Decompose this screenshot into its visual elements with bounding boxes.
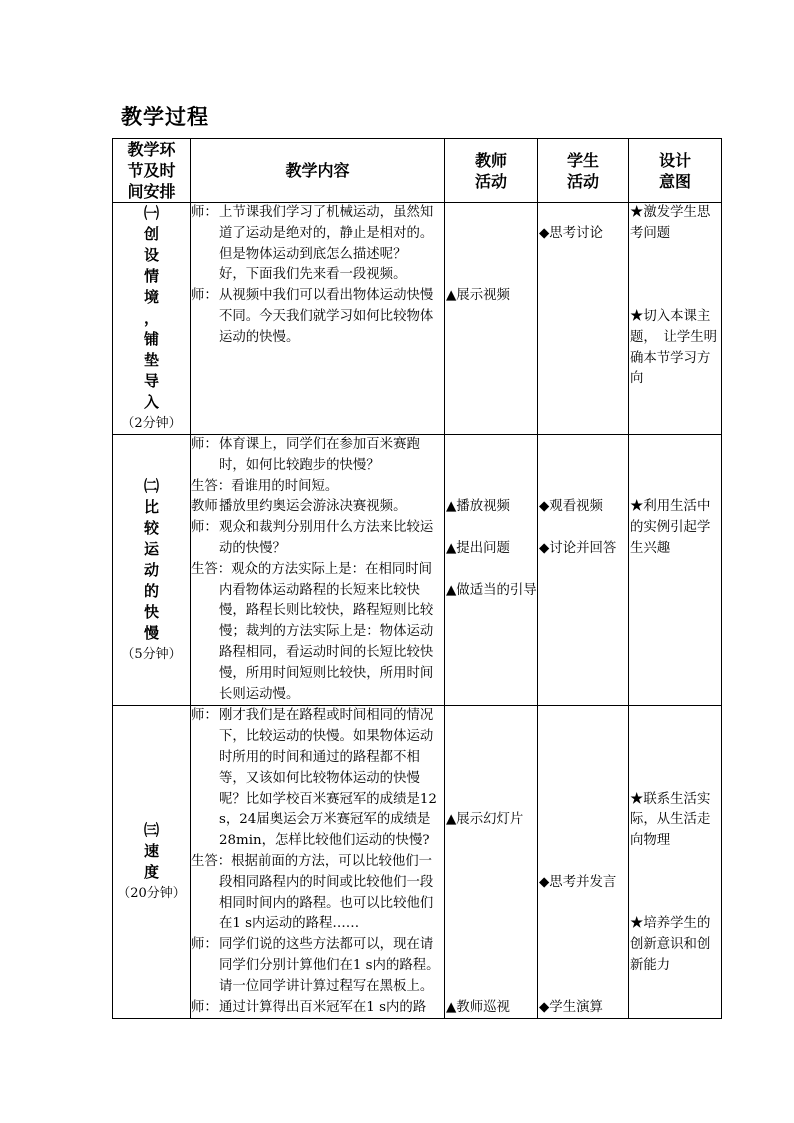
paragraph-text: 根据前面的方法，可以比较他们一段相同路程内的时间或比较他们一段相同时间内的路程。也可以比较他们在1 s内运动的路程…… bbox=[219, 853, 434, 932]
content-paragraph bbox=[191, 265, 444, 286]
teacher-activity: ▲教师巡视 bbox=[446, 999, 510, 1015]
design-intent: ★培养学生的创新意识和创新能力 bbox=[630, 916, 711, 973]
content-paragraph bbox=[191, 560, 444, 706]
speaker-label: 生答： bbox=[191, 561, 232, 577]
stage-number: ㈢ bbox=[143, 821, 159, 840]
paragraph-text: 体育课上，同学们在参加百米赛跑时，如何比较跑步的快慢？ bbox=[219, 437, 420, 473]
design-intent: ★利用生活中的实例引起学生兴趣 bbox=[630, 499, 711, 556]
stage-char: 情 bbox=[143, 267, 159, 285]
paragraph-text: 上节课我们学习了机械运动，虽然知道了运动是绝对的，静止是相对的。但是物体运动到底怎么描述呢？ bbox=[219, 205, 434, 262]
student-activity: ◆思考讨论 bbox=[539, 225, 603, 241]
stage-char: 速 bbox=[143, 842, 159, 861]
speaker-label: 师： bbox=[191, 708, 218, 724]
paragraph-text: 好，下面我们先来看一段视频。 bbox=[219, 267, 407, 283]
lesson-table bbox=[112, 138, 722, 1019]
design-intent-cell bbox=[629, 435, 722, 706]
content-paragraph bbox=[191, 286, 444, 348]
table-row bbox=[113, 203, 722, 435]
student-activity: ◆观看视频 bbox=[539, 499, 603, 515]
content-paragraph bbox=[191, 706, 444, 852]
stage-cell bbox=[113, 435, 191, 706]
speaker-label: 师： bbox=[191, 999, 218, 1015]
paragraph-text: 同学们说的这些方法都可以，现在请同学们分别计算他们在1 s内的路程。请一位同学讲计算过程写在黑板上。 bbox=[219, 937, 440, 994]
page-title: 教学过程 bbox=[121, 105, 209, 129]
stage-char: 铺 bbox=[143, 330, 159, 348]
design-intent: ★联系生活实际，从生活走向物理 bbox=[630, 791, 711, 849]
paragraph-text: 从视频中我们可以看出物体运动快慢不同。今天我们就学习如何比较物体运动的快慢。 bbox=[219, 288, 434, 345]
stage-char: 运 bbox=[143, 539, 159, 558]
content-paragraph bbox=[191, 203, 444, 265]
stage-char: 动 bbox=[143, 560, 159, 579]
student-activity-cell bbox=[538, 203, 629, 435]
stage-char: 快 bbox=[143, 602, 159, 621]
stage-time: （5分钟） bbox=[121, 646, 182, 662]
speaker-label: 师： bbox=[191, 520, 218, 536]
content-paragraph bbox=[191, 852, 444, 935]
stage-char: 创 bbox=[143, 225, 159, 243]
stage-char: 的 bbox=[143, 581, 159, 600]
table-row bbox=[113, 435, 722, 706]
speaker-label: 师： bbox=[191, 288, 218, 304]
speaker-label: 师： bbox=[191, 437, 218, 452]
stage-char: 慢 bbox=[143, 623, 159, 642]
stage-char: 境 bbox=[143, 288, 159, 306]
content-paragraph bbox=[191, 497, 444, 518]
paragraph-text: 观众和裁判分别用什么方法来比较运动的快慢？ bbox=[219, 520, 434, 556]
stage-time: （2分钟） bbox=[121, 416, 182, 431]
stage-cell bbox=[113, 706, 191, 1019]
stage-char: 度 bbox=[143, 863, 159, 882]
stage-number: ㈠ bbox=[143, 204, 159, 222]
student-activity: ◆学生演算 bbox=[539, 999, 603, 1015]
header-student: 学生活动 bbox=[538, 139, 629, 203]
paragraph-text: 看谁用的时间短。 bbox=[231, 478, 339, 494]
content-paragraph bbox=[191, 935, 444, 997]
stage-char: ， bbox=[143, 309, 159, 327]
paragraph-text: 播放里约奥运会游泳决赛视频。 bbox=[219, 499, 407, 515]
header-design: 设计意图 bbox=[629, 139, 722, 203]
stage-char: 设 bbox=[143, 246, 159, 264]
stage-char: 垫 bbox=[143, 351, 159, 369]
teacher-activity: ▲展示幻灯片 bbox=[446, 812, 524, 828]
teacher-activity-cell bbox=[445, 706, 538, 1019]
student-activity-cell bbox=[538, 435, 629, 706]
speaker-label: 教师 bbox=[191, 499, 218, 515]
stage-char: 较 bbox=[143, 518, 159, 537]
teacher-activity-cell bbox=[445, 435, 538, 706]
header-stage: 教学环节及时间安排 bbox=[113, 139, 191, 203]
header-content: 教学内容 bbox=[191, 139, 445, 203]
teacher-activity: ▲播放视频 bbox=[446, 499, 510, 515]
teacher-activity: ▲做适当的引导 bbox=[446, 582, 537, 598]
design-intent: ★切入本课主题， 让学生明确本节学习方向 bbox=[630, 309, 718, 387]
design-intent: ★激发学生思考问题 bbox=[630, 205, 711, 241]
design-intent-cell bbox=[629, 706, 722, 1019]
speaker-label: 生答： bbox=[191, 853, 232, 869]
content-cell bbox=[191, 435, 445, 706]
content-paragraph bbox=[191, 435, 444, 477]
student-activity: ◆思考并发言 bbox=[539, 874, 617, 890]
speaker-label: 生答： bbox=[191, 478, 232, 494]
content-paragraph bbox=[191, 998, 444, 1019]
speaker-label: 师： bbox=[191, 205, 218, 220]
paragraph-text: 刚才我们是在路程或时间相同的情况下，比较运动的快慢。如果物体运动时所用的时间和通过的路程都不相等，又该如何比较物体运动的快慢呢？比如学校百米赛冠军的成绩是12 s，24届奥运会万米赛冠军的成绩是28min，怎样比较他们运动的快慢? bbox=[219, 708, 442, 849]
stage-char: 比 bbox=[143, 497, 159, 516]
teacher-activity: ▲提出问题 bbox=[446, 541, 510, 556]
student-activity-cell bbox=[538, 706, 629, 1019]
stage-time: （20分钟） bbox=[117, 886, 186, 902]
stage-cell bbox=[113, 203, 191, 435]
teacher-activity-cell bbox=[445, 203, 538, 435]
speaker-label: 师： bbox=[191, 937, 218, 953]
design-intent-cell bbox=[629, 203, 722, 435]
student-activity: ◆讨论并回答 bbox=[539, 541, 617, 556]
table-row bbox=[113, 706, 722, 1019]
stage-number: ㈡ bbox=[143, 476, 159, 495]
paragraph-text: 观众的方法实际上是：在相同时间内看物体运动路程的长短来比较快慢，路程长则比较快，路程短则比较慢；裁判的方法实际上是：物体运动路程相同，看运动时间的长短比较快慢，所用时间短则比较快，所用时间长则运动慢。 bbox=[219, 561, 434, 702]
teacher-activity: ▲展示视频 bbox=[446, 288, 510, 304]
header-teacher: 教师活动 bbox=[445, 139, 538, 203]
table-header-row bbox=[113, 139, 722, 203]
content-cell bbox=[191, 203, 445, 435]
content-paragraph bbox=[191, 477, 444, 498]
stage-char: 入 bbox=[143, 393, 159, 411]
content-cell bbox=[191, 706, 445, 1019]
paragraph-text: 通过计算得出百米冠军在1 s内的路 bbox=[219, 999, 427, 1015]
content-paragraph bbox=[191, 518, 444, 560]
stage-char: 导 bbox=[143, 372, 159, 390]
